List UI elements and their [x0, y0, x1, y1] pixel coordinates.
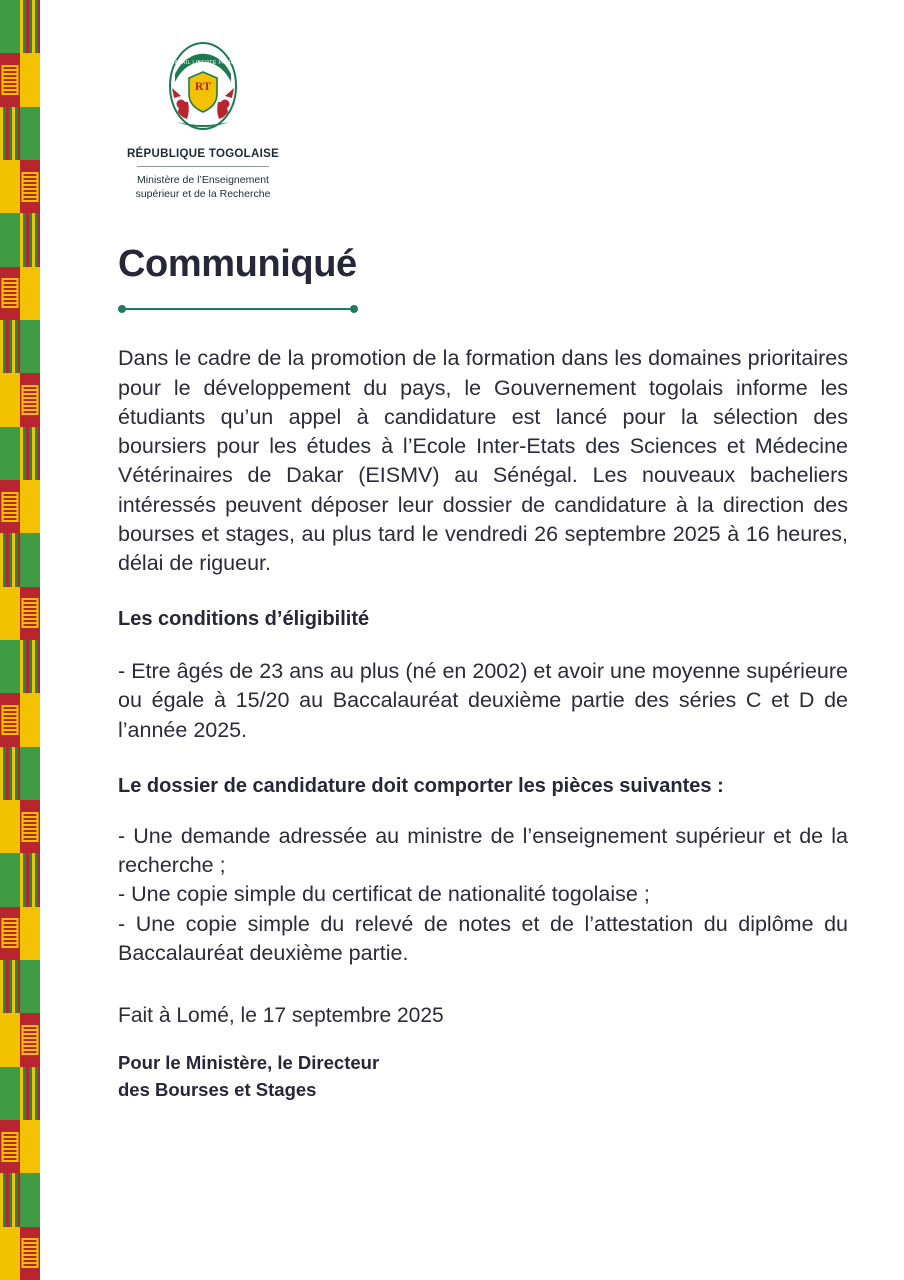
divider-dot-left — [118, 305, 126, 313]
signature-block — [118, 1050, 848, 1104]
kente-half — [20, 480, 40, 533]
kente-motif — [22, 812, 39, 842]
kente-motif — [2, 918, 19, 948]
kente-half — [20, 1013, 40, 1066]
kente-half — [0, 160, 20, 213]
ministry-name — [118, 173, 288, 201]
kente-half — [20, 960, 40, 1013]
page-title: Communiqué — [118, 243, 357, 286]
kente-half — [0, 533, 20, 586]
kente-motif — [22, 172, 39, 202]
kente-cell — [0, 213, 40, 266]
kente-half — [0, 960, 20, 1013]
kente-stripes — [0, 747, 20, 800]
kente-half — [0, 587, 20, 640]
document-body — [40, 243, 904, 1103]
kente-half — [0, 1067, 20, 1120]
documents-heading: Le dossier de candidature doit comporter les pièces suivantes : — [118, 774, 724, 797]
svg-text:RT: RT — [194, 79, 212, 93]
kente-decorative-band — [0, 0, 40, 1280]
kente-stripes — [0, 533, 20, 586]
divider-dot-right — [350, 305, 358, 313]
kente-cell — [0, 160, 40, 213]
kente-half — [20, 640, 40, 693]
kente-stripes — [0, 1173, 20, 1226]
kente-half — [20, 213, 40, 266]
kente-motif — [2, 705, 19, 735]
kente-half — [0, 800, 20, 853]
kente-cell — [0, 533, 40, 586]
kente-cell — [0, 1173, 40, 1226]
kente-half — [20, 907, 40, 960]
kente-motif — [22, 1238, 39, 1268]
kente-half — [0, 320, 20, 373]
kente-half — [20, 373, 40, 426]
kente-half — [20, 1227, 40, 1280]
kente-cell — [0, 53, 40, 106]
kente-motif — [22, 385, 39, 415]
kente-motif — [2, 492, 19, 522]
kente-half — [0, 0, 20, 53]
list-item: - Une demande adressée au ministre de l’enseignement supérieur et de la recherche ; — [118, 823, 848, 878]
list-item: - Une copie simple du certificat de nationalité togolaise ; — [118, 882, 650, 907]
kente-half — [20, 693, 40, 746]
kente-motif — [2, 1132, 19, 1162]
kente-cell — [0, 693, 40, 746]
kente-half — [20, 0, 40, 53]
kente-cell — [0, 853, 40, 906]
kente-half — [20, 267, 40, 320]
kente-stripes — [20, 853, 40, 906]
country-name: RÉPUBLIQUE TOGOLAISE — [126, 148, 280, 160]
kente-motif — [22, 598, 39, 628]
kente-half — [20, 427, 40, 480]
eligibility-heading: Les conditions d’éligibilité — [118, 608, 370, 631]
eligibility-text: - Etre âgés de 23 ans au plus (né en 2002) et avoir une moyenne supérieure ou égale à 15/20 au Baccalauréat deuxième partie des séries C et D de l’année 2025. — [118, 659, 848, 742]
kente-motif — [2, 278, 19, 308]
kente-motif — [22, 1025, 39, 1055]
svg-text:TRAVAIL LIBERTE PATRIE: TRAVAIL LIBERTE PATRIE — [167, 60, 239, 66]
kente-cell — [0, 1067, 40, 1120]
kente-half — [20, 1120, 40, 1173]
togo-coat-of-arms-icon — [161, 38, 245, 140]
kente-stripes — [20, 640, 40, 693]
title-divider — [118, 304, 358, 314]
crest-wrapper — [118, 38, 288, 201]
kente-cell — [0, 0, 40, 53]
kente-half — [20, 1067, 40, 1120]
list-item: - Une copie simple du relevé de notes et de l’attestation du diplôme du Baccalauréat deuxième partie. — [118, 911, 848, 965]
kente-half — [0, 480, 20, 533]
ministry-line-2: supérieur et de la Recherche — [135, 188, 271, 201]
kente-cell — [0, 640, 40, 693]
kente-cell — [0, 587, 40, 640]
kente-cell — [0, 747, 40, 800]
kente-half — [0, 640, 20, 693]
kente-cell — [0, 800, 40, 853]
kente-half — [20, 320, 40, 373]
kente-stripes — [0, 320, 20, 373]
kente-half — [0, 373, 20, 426]
kente-cell — [0, 907, 40, 960]
kente-stripes — [20, 1067, 40, 1120]
kente-half — [20, 800, 40, 853]
kente-stripes — [0, 107, 20, 160]
kente-half — [0, 267, 20, 320]
kente-cell — [0, 480, 40, 533]
kente-half — [0, 53, 20, 106]
kente-half — [0, 907, 20, 960]
kente-motif — [2, 65, 19, 95]
document-header — [40, 0, 904, 201]
kente-half — [20, 533, 40, 586]
kente-stripes — [0, 960, 20, 1013]
document-page — [40, 0, 904, 1280]
kente-half — [20, 587, 40, 640]
kente-half — [0, 1173, 20, 1226]
kente-cell — [0, 320, 40, 373]
kente-half — [20, 53, 40, 106]
kente-half — [20, 107, 40, 160]
kente-half — [0, 1013, 20, 1066]
kente-half — [20, 853, 40, 906]
kente-half — [0, 1120, 20, 1173]
ministry-line-1: Ministère de l’Enseignement — [137, 174, 269, 186]
kente-half — [0, 427, 20, 480]
kente-cell — [0, 267, 40, 320]
kente-stripes — [20, 427, 40, 480]
kente-half — [0, 853, 20, 906]
signature-line-2: des Bourses et Stages — [118, 1078, 317, 1100]
kente-cell — [0, 427, 40, 480]
kente-half — [20, 1173, 40, 1226]
kente-cell — [0, 107, 40, 160]
kente-cell — [0, 1227, 40, 1280]
kente-stripes — [20, 213, 40, 266]
kente-half — [0, 747, 20, 800]
kente-half — [0, 1227, 20, 1280]
kente-cell — [0, 373, 40, 426]
kente-half — [20, 747, 40, 800]
required-documents-list — [118, 822, 848, 968]
kente-half — [0, 213, 20, 266]
place-and-date: Fait à Lomé, le 17 septembre 2025 — [118, 1004, 444, 1028]
kente-stripes — [20, 0, 40, 53]
header-divider — [137, 166, 269, 167]
kente-half — [20, 160, 40, 213]
intro-paragraph: Dans le cadre de la promotion de la formation dans les domaines prioritaires pour le développement du pays, le Gouvernement togolais informe les étudiants qu’un appel à candidature est lancé pour la sélection des boursiers pour les études à l’Ecole Inter-Etats des Sciences et Médecine Vétérinaires de Dakar (EISMV) au Sénégal. Les nouveaux bacheliers intéressés peuvent déposer leur dossier de candidature à la direction des bourses et stages, au plus tard le vendredi 26 septembre 2025 à 16 heures, délai de rigueur. — [118, 346, 848, 575]
kente-cell — [0, 1120, 40, 1173]
divider-line — [126, 308, 350, 310]
kente-cell — [0, 1013, 40, 1066]
kente-cell — [0, 960, 40, 1013]
kente-half — [0, 107, 20, 160]
signature-line-1: Pour le Ministère, le Directeur — [118, 1052, 380, 1074]
kente-half — [0, 693, 20, 746]
